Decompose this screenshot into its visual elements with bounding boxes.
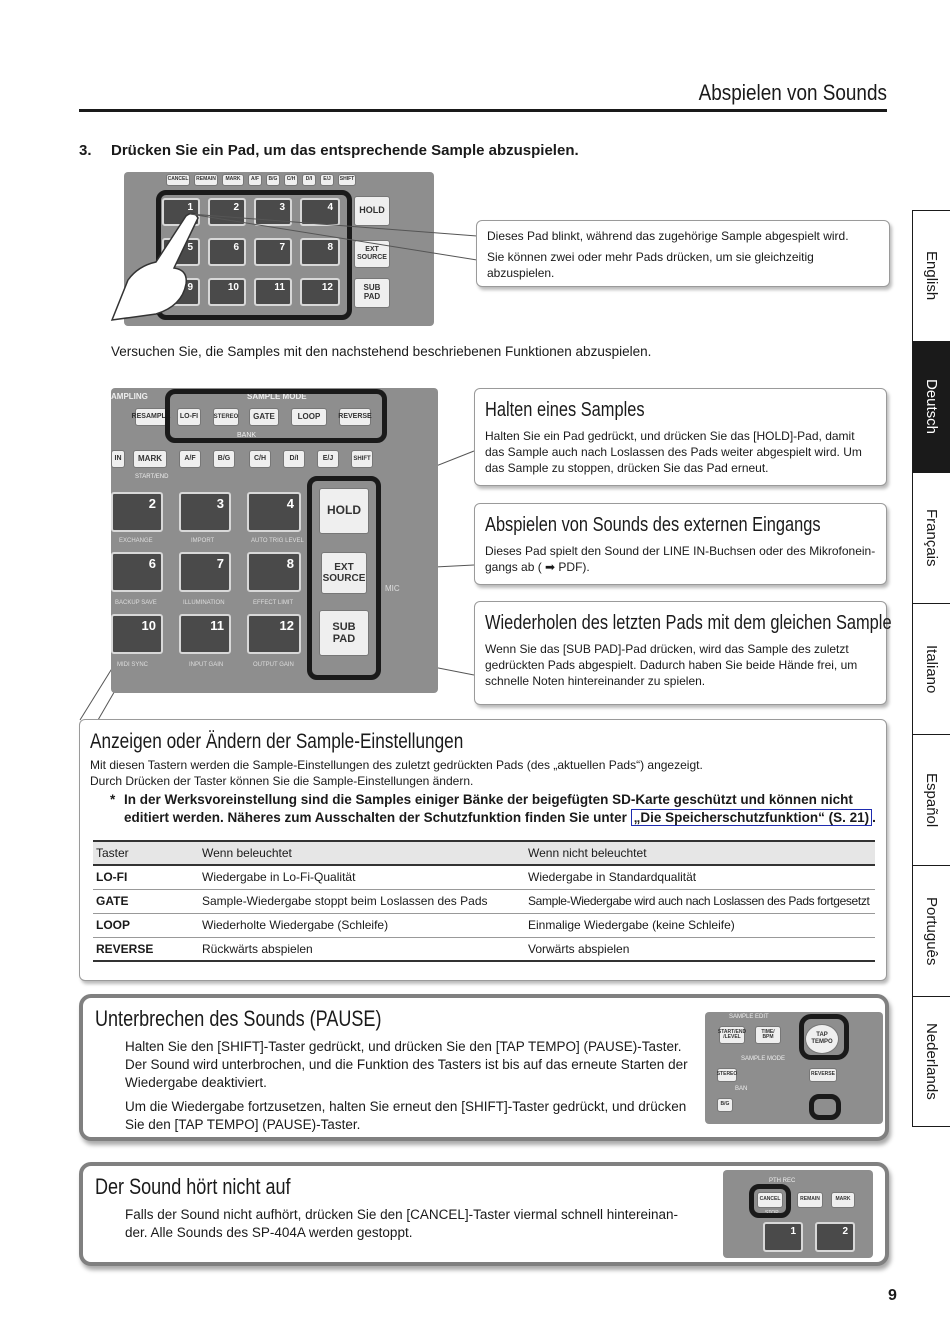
device2-pad-6: 6 (111, 552, 163, 592)
tab-label: Português (923, 896, 940, 966)
table-header-row (93, 841, 875, 865)
callout-sub-pad (474, 601, 892, 705)
pause-label-sample-edit: SAMPLE EDIT (729, 1014, 769, 1020)
tap-tempo-highlight (799, 1014, 849, 1060)
callout-ext-source (474, 503, 887, 585)
device2-btn-loop: LOOP (291, 408, 327, 426)
table-cell: GATE (93, 889, 199, 913)
tab-label: Italiano (923, 644, 940, 694)
device1-pad-5: 5 (162, 238, 200, 266)
device2-btn-af: A/F (179, 450, 201, 468)
settings-p2: Durch Drücken der Taster können Sie die Sample-Einstellungen ändern. (90, 774, 474, 789)
device1-btn-shift: SHIFT (338, 174, 356, 186)
pause-p2: Um die Wiedergabe fortzusetzen, halten Sie erneut den [SHIFT]-Taster gedrückt, und drücken Sie den [TAP TEMPO] (PAUSE)-Taster. (125, 1099, 687, 1133)
stop-pad-2: 2 (815, 1222, 855, 1252)
tab-english[interactable] (912, 210, 950, 341)
pause-label-sample-mode: SAMPLE MODE (741, 1056, 786, 1062)
device2-pad-12: 12 (247, 614, 301, 654)
label-start-end: START/END (135, 474, 169, 480)
device1-btn-mark: MARK (222, 174, 244, 186)
device1-sub-pad-button: SUB PAD (354, 278, 390, 308)
cancel-button: CANCEL (757, 1192, 783, 1208)
table-cell: Sample-Wiedergabe stoppt beim Loslassen des Pads (199, 889, 525, 913)
callout-sub-title: Wiederholen des letzten Pads mit dem gleichen Sample (485, 612, 892, 634)
table-cell: Wiederholte Wiedergabe (Schleife) (199, 913, 525, 937)
table-cell: Sample-Wiedergabe wird auch nach Loslassen des Pads fortgesetzt (525, 889, 875, 913)
table-cell: LO-FI (93, 865, 199, 889)
cancel-highlight (749, 1184, 791, 1218)
protection-note (110, 791, 880, 826)
callout-ext-text: Dieses Pad spielt den Sound der LINE IN-Buchsen oder des Mikrofonein-gangs ab ( ➡ PDF). (485, 544, 876, 575)
device-illustration-sample-mode (111, 388, 438, 693)
page-number: 9 (888, 1287, 897, 1304)
callout-pad-blink (476, 220, 890, 287)
memory-protect-link[interactable]: „Die Speicherschutzfunktion“ (S. 21) (631, 809, 873, 826)
callout-ext-title: Abspielen von Sounds des externen Eingangs (485, 514, 821, 536)
stop-p1: Falls der Sound nicht aufhört, drücken Sie den [CANCEL]-Taster viermal schnell hintereinan-der. Alle Sounds des SP-404A werden gestoppt. (125, 1207, 679, 1241)
device2-sub-pad-button: SUB PAD (319, 610, 369, 656)
pause-btn-bg: B/G (717, 1098, 733, 1112)
device2-btn-bg: B/G (213, 450, 235, 468)
device2-pad-7: 7 (179, 552, 231, 592)
device1-pad-10: 10 (208, 278, 246, 306)
table-cell: LOOP (93, 913, 199, 937)
tab-label: Deutsch (923, 379, 940, 435)
device1-btn-bg: B/G (266, 174, 280, 186)
device2-pad-4: 4 (247, 492, 301, 532)
intro-text: Versuchen Sie, die Samples mit den nachstehend beschriebenen Funktionen abzuspielen. (111, 344, 652, 359)
page-header-title: Abspielen von Sounds (698, 80, 887, 105)
tab-espanol[interactable] (912, 734, 950, 865)
pad-label-auto-trig: AUTO TRIG LEVEL (251, 538, 304, 544)
callout-sub-text: Wenn Sie das [SUB PAD]-Pad drücken, wird das Sample des zuletzt gedrückten Pads abgespielt. Dadurch haben Sie beide Hände frei, um schnelle Noten hintereinander zu spielen. (485, 642, 858, 689)
device2-pad-2: 2 (111, 492, 163, 532)
sample-settings-section (79, 719, 887, 981)
callout-hold (474, 388, 887, 486)
pause-btn-start-end: START/END /LEVEL (719, 1026, 745, 1044)
device2-pad-8: 8 (247, 552, 301, 592)
sample-mode-highlight-frame (165, 389, 387, 443)
device2-btn-lofi: LO-FI (177, 408, 201, 426)
device1-pad-3: 3 (254, 198, 292, 226)
device2-btn-mark: MARK (133, 450, 167, 468)
table-header: Taster (93, 841, 199, 865)
pad-label-exchange: EXCHANGE (119, 538, 153, 544)
note-end: . (872, 809, 876, 825)
device2-btn-resample: RESAMPLE (135, 408, 167, 426)
device2-pad-11: 11 (179, 614, 231, 654)
device1-pad-2: 2 (208, 198, 246, 226)
label-sample-mode: SAMPLE MODE (247, 392, 307, 401)
device2-btn-in: IN (111, 450, 125, 468)
device1-btn-cancel: CANCEL (166, 174, 190, 186)
device1-pad-11: 11 (254, 278, 292, 306)
pause-btn-reverse: REVERSE (809, 1068, 837, 1082)
note-text: In der Werksvoreinstellung sind die Samples einiger Bänke der beigefügten SD-Karte geschützt und können nicht editiert werden. Näheres zum Ausschalten der Schutzfunktion finden Sie unter (124, 792, 853, 825)
device2-btn-shift: SHIFT (351, 450, 373, 468)
device2-btn-gate: GATE (249, 408, 279, 426)
device1-pad-1: 1 (162, 198, 200, 226)
device1-btn-di: D/I (302, 174, 316, 186)
device2-btn-ej: E/J (317, 450, 339, 468)
pad-label-backup: BACKUP SAVE (115, 600, 157, 606)
tab-italiano[interactable] (912, 603, 950, 734)
tab-label: English (923, 251, 940, 301)
tab-francais[interactable] (912, 472, 950, 603)
language-tabs (912, 210, 950, 1127)
stop-title: Der Sound hört nicht auf (95, 1174, 291, 1199)
table-header: Wenn beleuchtet (199, 841, 525, 865)
label-sampling: AMPLING (111, 392, 148, 401)
shift-highlight (809, 1094, 841, 1120)
callout-hold-text: Halten Sie ein Pad gedrückt, und drücken Sie das [HOLD]-Pad, damit das Sample auch nach Loslassen des Pads weiter abgespielt wird. Um das Sample zu stoppen, drücken Sie das Pad erneut. (485, 429, 862, 476)
table-cell: REVERSE (93, 937, 199, 961)
note-asterisk: * (110, 792, 116, 807)
device-illustration-cancel (723, 1170, 873, 1258)
pause-btn-stereo: STEREO (717, 1068, 737, 1082)
pause-p1: Halten Sie den [SHIFT]-Taster gedrückt, und drücken Sie den [TAP TEMPO] (PAUSE)-Taster. Der Sound wird unterbrochen, und die Funktion des Tasters ist bis auf das erneute Starten der Wiedergabe deaktiviert. (125, 1039, 688, 1091)
table-cell: Einmalige Wiedergabe (keine Schleife) (525, 913, 875, 937)
device2-pad-3: 3 (179, 492, 231, 532)
table-row (93, 937, 875, 961)
device1-btn-ch: C/H (284, 174, 298, 186)
device2-hold-button: HOLD (319, 488, 369, 534)
label-mic: MIC (385, 584, 400, 593)
step-text: Drücken Sie ein Pad, um das entsprechende Sample abzuspielen. (111, 142, 579, 159)
device2-ext-source-button: EXT SOURCE (321, 552, 367, 594)
device1-pad-9: 9 (162, 278, 200, 306)
device2-btn-di: D/I (283, 450, 305, 468)
pause-title: Unterbrechen des Sounds (PAUSE) (95, 1006, 382, 1031)
device1-pad-7: 7 (254, 238, 292, 266)
table-row (93, 865, 875, 889)
settings-p1: Mit diesen Tastern werden die Sample-Einstellungen des zuletzt gedrückten Pads (des „aktuellen Pads“) angezeigt. (90, 758, 703, 772)
device2-btn-stereo: STEREO (213, 408, 239, 426)
device1-pad-4: 4 (300, 198, 340, 226)
tab-portugues[interactable] (912, 865, 950, 996)
table-header: Wenn nicht beleuchtet (525, 841, 875, 865)
stop-pad-1: 1 (763, 1222, 803, 1252)
stop-btn-remain: REMAIN (797, 1192, 823, 1208)
step-number: 3. (79, 142, 92, 159)
table-cell: Vorwärts abspielen (525, 937, 875, 961)
table-cell: Wiedergabe in Standardqualität (525, 865, 875, 889)
pad-label-input-gain: INPUT GAIN (189, 662, 224, 668)
pad-label-illumination: ILLUMINATION (183, 600, 225, 606)
device1-pad-6: 6 (208, 238, 246, 266)
settings-title: Anzeigen oder Ändern der Sample-Einstellungen (90, 730, 464, 753)
device1-pad-8: 8 (300, 238, 340, 266)
settings-table (93, 840, 875, 962)
side-pads-highlight-frame (307, 476, 381, 680)
stop-label-stop: STOP (765, 1210, 779, 1216)
tap-tempo-button: TAP TEMPO (805, 1024, 839, 1054)
device1-btn-af: A/F (248, 174, 262, 186)
device-illustration-tap-tempo (705, 1012, 883, 1124)
stop-label-rec: PTH REC (769, 1178, 796, 1184)
pause-btn-time-bpm: TIME/ BPM (755, 1026, 781, 1044)
device1-btn-ej: E/J (320, 174, 334, 186)
table-cell: Wiedergabe in Lo-Fi-Qualität (199, 865, 525, 889)
callout-hold-title: Halten eines Samples (485, 399, 645, 421)
device1-btn-remain: REMAIN (194, 174, 218, 186)
pause-section (79, 994, 889, 1141)
table-cell: Rückwärts abspielen (199, 937, 525, 961)
callout-pad-line2: Sie können zwei oder mehr Pads drücken, um sie gleichzeitig abzuspielen. (487, 250, 814, 281)
stop-btn-mark: MARK (831, 1192, 855, 1208)
device1-ext-source-button: EXT SOURCE (354, 240, 390, 268)
settings-description (90, 757, 703, 789)
pad-label-midi-sync: MIDI SYNC (117, 662, 149, 668)
pause-label-ban: BAN (735, 1086, 748, 1092)
tab-nederlands[interactable] (912, 996, 950, 1127)
device1-hold-button: HOLD (354, 196, 390, 226)
device2-pad-10: 10 (111, 614, 163, 654)
tab-label: Nederlands (923, 1023, 940, 1100)
sound-stop-section (79, 1162, 889, 1266)
table-row (93, 889, 875, 913)
tab-label: Español (923, 772, 940, 828)
device2-btn-reverse: REVERSE (339, 408, 371, 426)
pad-label-output-gain: OUTPUT GAIN (253, 662, 294, 668)
device1-pad-12: 12 (300, 278, 340, 306)
tab-deutsch[interactable] (912, 341, 950, 472)
table-row (93, 913, 875, 937)
pad-label-effect-limit: EFFECT LIMIT (253, 600, 294, 606)
pad-label-import: IMPORT (191, 538, 215, 544)
device2-btn-ch: C/H (249, 450, 271, 468)
label-bank: BANK (237, 432, 257, 439)
tab-label: Français (923, 509, 940, 567)
callout-pad-line1: Dieses Pad blinkt, während das zugehörige Sample abgespielt wird. (487, 229, 849, 243)
